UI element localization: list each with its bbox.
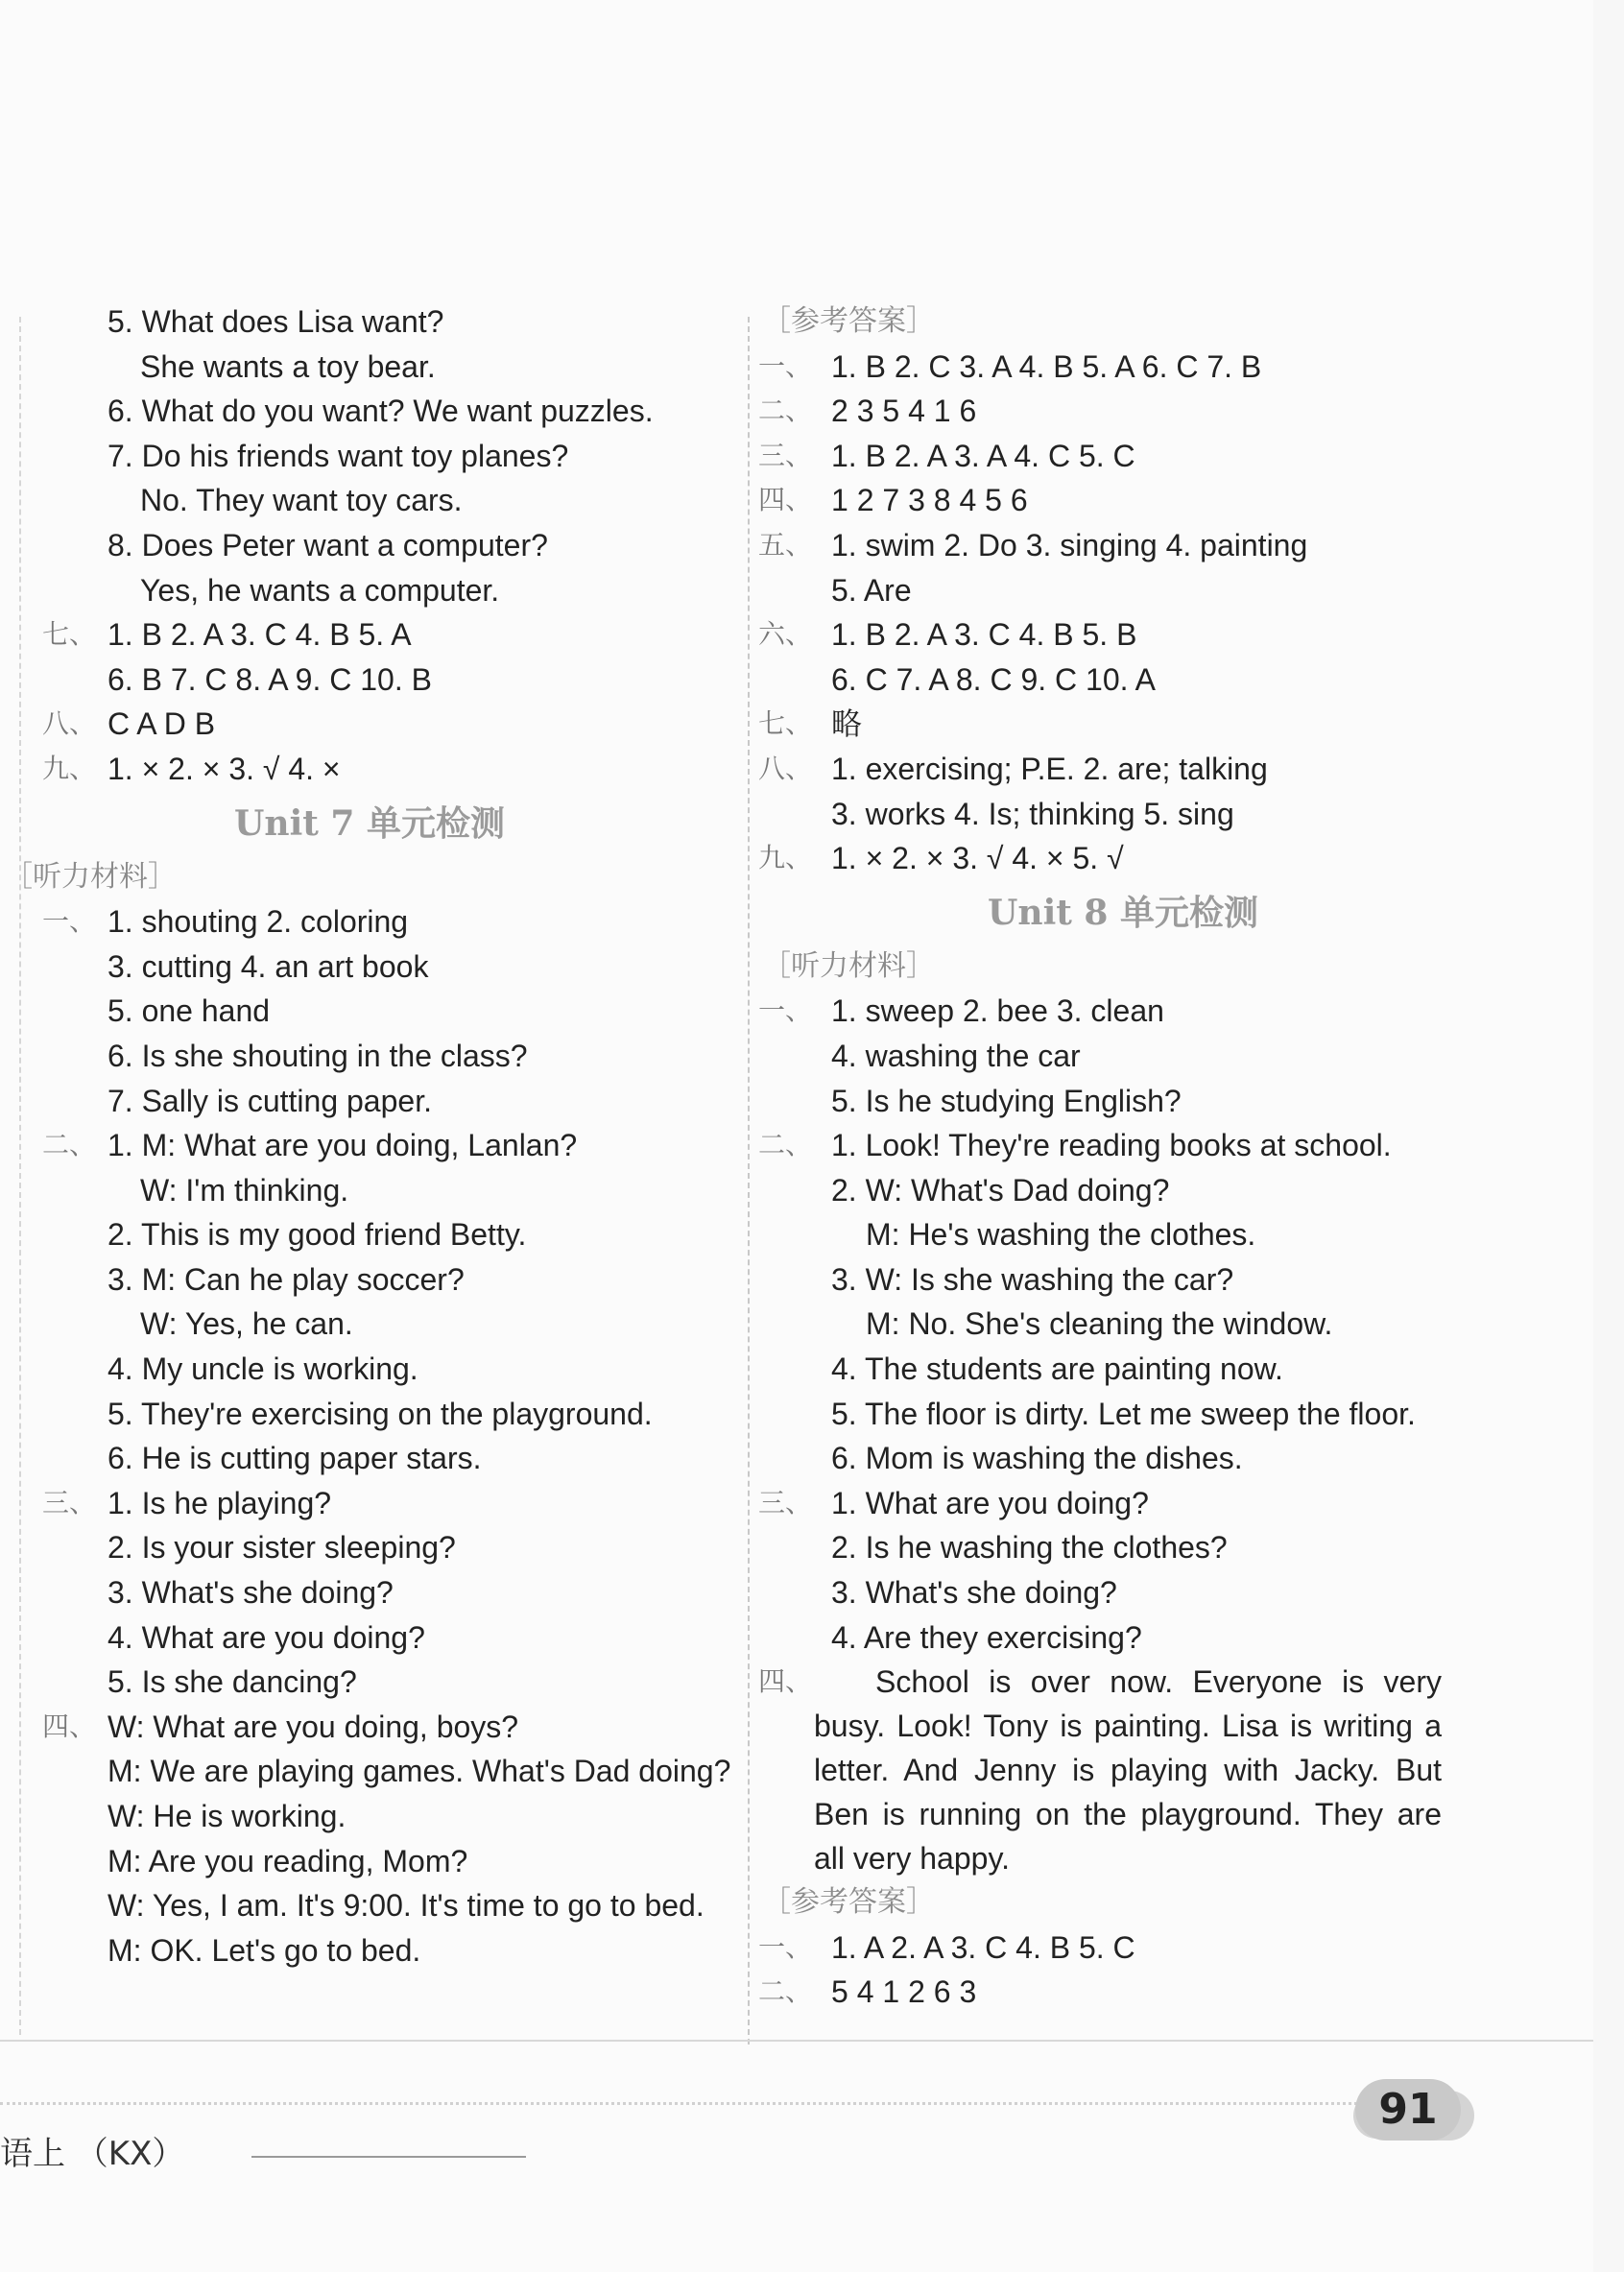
- answer-line: [758, 1392, 1488, 1437]
- question-number: 一、: [758, 349, 813, 382]
- answer-line: [758, 568, 1488, 613]
- answer-line: [0, 1615, 739, 1661]
- line-text: 3. What's she doing?: [831, 1575, 1117, 1611]
- line-text: 2. This is my good friend Betty.: [107, 1217, 527, 1253]
- line-text: W: He is working.: [107, 1799, 346, 1833]
- line-text: 5. The floor is dirty. Let me sweep the floor.: [831, 1396, 1416, 1431]
- line-text: 6. C 7. A 8. C 9. C 10. A: [831, 661, 1156, 697]
- line-text: 5 4 1 2 6 3: [831, 1974, 977, 2010]
- left-column: [0, 299, 739, 1973]
- answer-line: [0, 345, 739, 390]
- answer-line: [758, 1257, 1488, 1303]
- page-number: 91: [1355, 2079, 1461, 2140]
- answer-line: [758, 1034, 1488, 1079]
- answer-line: [758, 836, 1488, 881]
- answer-line: [758, 1347, 1488, 1392]
- footer-rule: [0, 2040, 1593, 2042]
- answer-line: [0, 1123, 739, 1168]
- line-text: No. They want toy cars.: [140, 483, 463, 518]
- question-number: 一、: [42, 905, 97, 938]
- line-text: W: I'm thinking.: [140, 1172, 349, 1208]
- footer-dotted-rule: [0, 2102, 1363, 2105]
- line-text: 3. W: Is she washing the car?: [831, 1261, 1234, 1297]
- right-column: [758, 299, 1488, 2015]
- answer-line: [0, 1079, 739, 1124]
- line-text: 3. What's she doing?: [107, 1575, 394, 1611]
- passage-text: School is over now. Everyone is very busy. Look! Tony is painting. Lisa is writing a letter. And Jenny is playing with Jacky. But Ben is running on the playground. They are all very happy.: [814, 1664, 1442, 1877]
- answer-line: [0, 1839, 739, 1884]
- section-label: ［听力材料］: [4, 859, 177, 894]
- line-text: M: He's washing the clothes.: [866, 1217, 1256, 1253]
- unit-heading: Unit 7 单元检测: [234, 802, 505, 844]
- answer-line: [0, 1928, 739, 1973]
- answer-line: [0, 1034, 739, 1079]
- answer-line: [758, 1615, 1488, 1661]
- question-number: 四、: [42, 1710, 97, 1742]
- answer-line: [0, 1212, 739, 1257]
- answer-line: [0, 945, 739, 990]
- answer-line: [0, 1749, 739, 1794]
- answer-line: [758, 792, 1488, 837]
- answer-line: [758, 1123, 1488, 1168]
- line-text: 1. A 2. A 3. C 4. B 5. C: [831, 1929, 1135, 1965]
- question-number: 四、: [758, 484, 813, 516]
- answer-line: [758, 1079, 1488, 1124]
- section-label: ［听力材料］: [762, 948, 935, 983]
- question-number: 四、: [758, 1665, 813, 1698]
- line-text: 1. swim 2. Do 3. singing 4. painting: [831, 527, 1308, 562]
- answer-line: [0, 1570, 739, 1615]
- line-text: 4. washing the car: [831, 1038, 1081, 1073]
- answer-line: [758, 1970, 1488, 2015]
- line-text: She wants a toy bear.: [140, 348, 436, 384]
- question-number: 一、: [758, 994, 813, 1027]
- question-number: 七、: [42, 618, 97, 651]
- line-text: 6. B 7. C 8. A 9. C 10. B: [107, 661, 432, 697]
- line-text: 3. cutting 4. an art book: [107, 948, 429, 984]
- section-label: ［参考答案］: [762, 304, 935, 338]
- line-text: W: Yes, he can.: [140, 1306, 353, 1342]
- answer-line: [758, 345, 1488, 390]
- line-text: C A D B: [107, 706, 216, 742]
- answer-line: [0, 612, 739, 658]
- line-text: 5. Is he studying English?: [831, 1083, 1182, 1118]
- answer-line: [0, 1302, 739, 1347]
- line-text: M: No. She's cleaning the window.: [866, 1306, 1333, 1342]
- answer-line: [0, 1705, 739, 1750]
- line-text: Yes, he wants a computer.: [140, 572, 500, 608]
- line-text: 7. Sally is cutting paper.: [107, 1083, 432, 1118]
- line-text: 6. What do you want? We want puzzles.: [107, 394, 654, 429]
- question-number: 八、: [758, 752, 813, 784]
- line-text: 1 2 7 3 8 4 5 6: [831, 483, 1028, 518]
- line-text: M: We are playing games. What's Dad doing?: [107, 1754, 731, 1789]
- footer-underline: [251, 2156, 526, 2158]
- line-text: 4. The students are painting now.: [831, 1351, 1283, 1387]
- line-text: 5. one hand: [107, 993, 271, 1029]
- answer-line: [0, 899, 739, 945]
- line-text: 2 3 5 4 1 6: [831, 394, 977, 429]
- answer-line: [758, 702, 1488, 747]
- line-text: 1. Look! They're reading books at school.: [831, 1128, 1392, 1163]
- answer-line: [0, 1794, 739, 1839]
- answer-line: [758, 434, 1488, 479]
- answer-line: [0, 1481, 739, 1526]
- answer-line: [0, 1525, 739, 1570]
- answer-line: [0, 1257, 739, 1303]
- question-number: 三、: [42, 1486, 97, 1519]
- question-number: 六、: [758, 618, 813, 651]
- section-label: ［参考答案］: [762, 1885, 935, 1920]
- answer-line: [0, 299, 739, 345]
- line-text: 6. He is cutting paper stars.: [107, 1441, 482, 1476]
- question-number: 七、: [758, 707, 813, 740]
- line-text: 4. Are they exercising?: [831, 1619, 1142, 1655]
- line-text: 5. Is she dancing?: [107, 1664, 357, 1700]
- line-text: 2. W: What's Dad doing?: [831, 1172, 1170, 1208]
- question-number: 九、: [758, 842, 813, 874]
- answer-line: [758, 1302, 1488, 1347]
- answer-line: [758, 1212, 1488, 1257]
- line-text: 4. My uncle is working.: [107, 1351, 418, 1387]
- line-text: 1. exercising; P.E. 2. are; talking: [831, 751, 1268, 786]
- line-text: 3. M: Can he play soccer?: [107, 1261, 465, 1297]
- unit-heading: Unit 8 单元检测: [988, 892, 1258, 933]
- answer-line: [758, 389, 1488, 434]
- line-text: 略: [831, 706, 863, 742]
- line-text: 1. × 2. × 3. √ 4. × 5. √: [831, 841, 1124, 876]
- passage-paragraph: [758, 1660, 1442, 1880]
- answer-line: [758, 747, 1488, 792]
- line-text: 4. What are you doing?: [107, 1619, 425, 1655]
- line-text: 1. B 2. A 3. C 4. B 5. B: [831, 617, 1137, 653]
- line-text: 1. B 2. A 3. A 4. C 5. C: [831, 438, 1135, 473]
- question-number: 八、: [42, 707, 97, 740]
- answer-line: [0, 1168, 739, 1213]
- answer-line: [0, 523, 739, 568]
- answer-line: [758, 523, 1488, 568]
- answer-line: [0, 1436, 739, 1481]
- answer-line: [0, 658, 739, 703]
- answer-line: [758, 658, 1488, 703]
- answer-line: [0, 989, 739, 1034]
- answer-line: [0, 702, 739, 747]
- line-text: 1. B 2. C 3. A 4. B 5. A 6. C 7. B: [831, 348, 1262, 384]
- answer-line: [0, 389, 739, 434]
- answer-line: [0, 1392, 739, 1437]
- answer-line: [0, 1883, 739, 1928]
- question-number: 三、: [758, 1486, 813, 1519]
- line-text: 3. works 4. Is; thinking 5. sing: [831, 796, 1234, 831]
- question-number: 五、: [758, 528, 813, 561]
- book-label: 语上 （KX）: [0, 2135, 185, 2173]
- line-text: 5. They're exercising on the playground.: [107, 1396, 653, 1431]
- answer-line: [758, 1436, 1488, 1481]
- line-text: 1. sweep 2. bee 3. clean: [831, 993, 1164, 1029]
- line-text: W: Yes, I am. It's 9:00. It's time to go to bed.: [107, 1888, 705, 1924]
- line-text: 5. What does Lisa want?: [107, 304, 444, 339]
- line-text: 7. Do his friends want toy planes?: [107, 438, 569, 473]
- line-text: 1. M: What are you doing, Lanlan?: [107, 1128, 578, 1163]
- line-text: 8. Does Peter want a computer?: [107, 527, 548, 562]
- question-number: 二、: [758, 1975, 813, 2008]
- line-text: 2. Is your sister sleeping?: [107, 1530, 456, 1566]
- line-text: M: Are you reading, Mom?: [107, 1843, 468, 1878]
- answer-line: [758, 478, 1488, 523]
- answer-line: [758, 989, 1488, 1034]
- answer-line: [0, 434, 739, 479]
- column-divider: [748, 317, 750, 2045]
- question-number: 二、: [758, 1129, 813, 1161]
- answer-line: [0, 1660, 739, 1705]
- question-number: 九、: [42, 752, 97, 784]
- line-text: 2. Is he washing the clothes?: [831, 1530, 1228, 1566]
- line-text: 1. shouting 2. coloring: [107, 904, 409, 940]
- answer-line: [758, 1481, 1488, 1526]
- answer-line: [758, 1168, 1488, 1213]
- answer-line: [758, 1925, 1488, 1971]
- line-text: M: OK. Let's go to bed.: [107, 1932, 421, 1968]
- line-text: 6. Is she shouting in the class?: [107, 1038, 528, 1073]
- answer-line: [758, 1570, 1488, 1615]
- question-number: 二、: [758, 395, 813, 427]
- question-number: 一、: [758, 1930, 813, 1963]
- answer-line: [758, 1525, 1488, 1570]
- line-text: 5. Are: [831, 572, 912, 608]
- question-number: 二、: [42, 1129, 97, 1161]
- answer-line: [0, 478, 739, 523]
- question-number: 三、: [758, 439, 813, 471]
- line-text: 6. Mom is washing the dishes.: [831, 1441, 1243, 1476]
- answer-line: [0, 1347, 739, 1392]
- line-text: 1. What are you doing?: [831, 1485, 1149, 1520]
- answer-line: [758, 612, 1488, 658]
- line-text: 1. B 2. A 3. C 4. B 5. A: [107, 617, 412, 653]
- answer-line: [0, 747, 739, 792]
- line-text: W: What are you doing, boys?: [107, 1709, 519, 1744]
- line-text: 1. Is he playing?: [107, 1485, 332, 1520]
- line-text: 1. × 2. × 3. √ 4. ×: [107, 751, 341, 786]
- answer-line: [0, 568, 739, 613]
